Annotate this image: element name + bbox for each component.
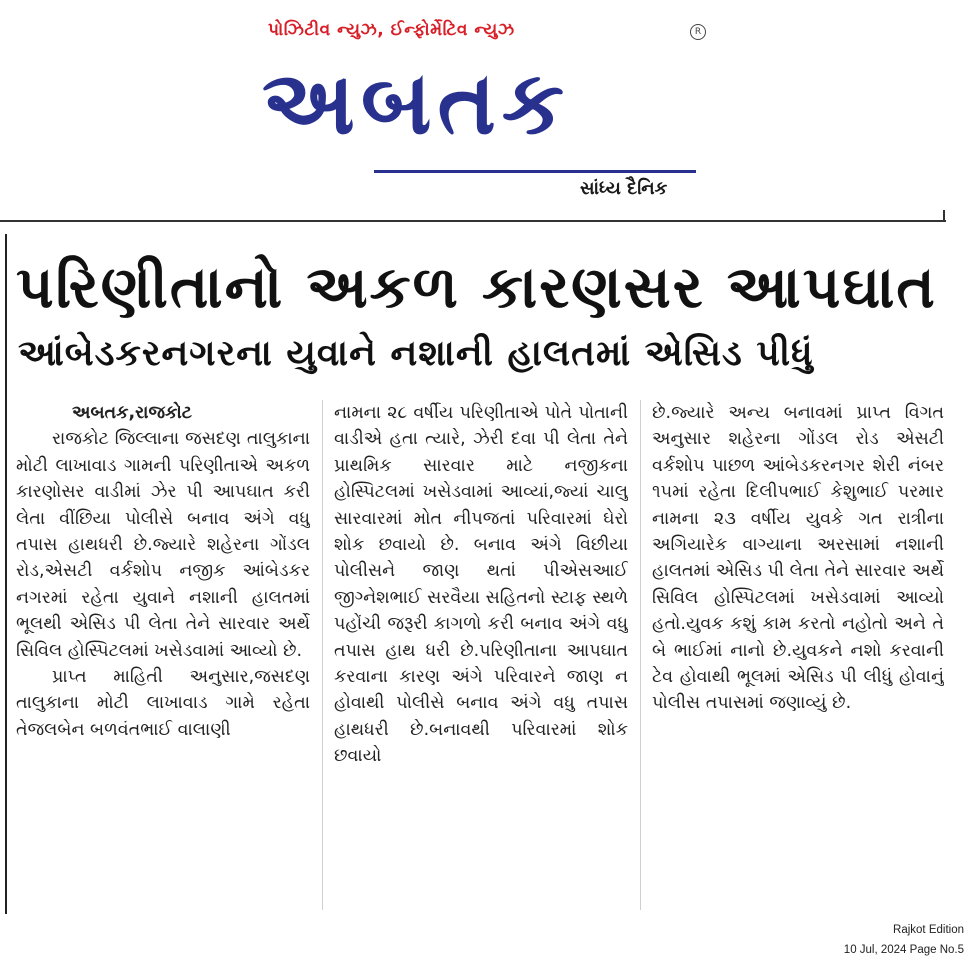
column-1-paragraph-1: રાજકોટ જિલ્લાના જસદણ તાલુકાના મોટી લાખાવાડ ગામની પરિણીતાએ અકળ કારણોસર વાડીમાં ઝેર પી આપઘાત કરી લેતા વીંછિયા પોલીસે બનાવ અંગે વધુ તપાસ હાથધરી છે.જ્યારે શહેરના ગોંડલ રોડ,એસટી વર્કશોપ નજીક આંબેડકર નગરમાં રહેતા યુવાને નશાની હાલતમાં ભૂલથી એસિડ પી લેતા તેને સારવાર અર્થે સિવિલ હોસ્પિટલમાં ખસેડવામાં આવ્યો છે. <box>16 429 310 661</box>
article-headline: પરિણીતાનો અકળ કારણસર આપઘાત <box>16 253 937 321</box>
masthead-divider-tick <box>943 210 945 222</box>
article <box>0 228 972 967</box>
column-1-paragraph-2: પ્રાપ્ત માહિતી અનુસાર,જસદણ તાલુકાના મોટી લાખાવાડ ગામે રહેતા તેજલબેન બળવંતભાઈ વાલાણી <box>16 667 310 740</box>
column-divider <box>640 400 641 910</box>
masthead-tagline: પોઝિટીવ ન્યુઝ, ઈન્ફોર્મેટિવ ન્યુઝ <box>268 20 515 40</box>
masthead-subtitle: સાંધ્ય દૈનિક <box>580 178 668 199</box>
column-2-paragraph-1: નામના ૨૮ વર્ષીય પરિણીતાએ પોતે પોતાની વાડીએ હતા ત્યારે, ઝેરી દવા પી લેતા તેને પ્રાથમિક સારવાર માટે નજીકના હોસ્પિટલમાં ખસેડવામાં આવ્યાં,જ્યાં ચાલુ સારવારમાં મોત નીપજતાં પરિવારમાં ઘેરો શોક છવાયો છે. બનાવ અંગે વિછીયા પોલીસને જાણ થતાં પીએસઆઈ જીગ્નેશભાઈ સરવૈયા સહિતનો સ્ટાફ સ્થળે પહોંચી જરૂરી કાગળો કરી બનાવ અંગે વધુ તપાસ હાથ ધરી છે.પરિણીતાના આપઘાત કરવાના કારણ અંગે પરિવારને જાણ ન હોવાથી પોલીસે બનાવ અંગે વધુ તપાસ હાથધરી છે.બનાવથી પરિવારમાં શોક છવાયો <box>334 403 628 767</box>
column-3-paragraph-1: છે.જ્યારે અન્ય બનાવમાં પ્રાપ્ત વિગત અનુસાર શહેરના ગોંડલ રોડ એસટી વર્કશોપ પાછળ આંબેડકરનગર શેરી નંબર ૧૫માં રહેતા દિલીપભાઈ કેશુભાઈ પરમાર નામના ૨૩ વર્ષીય યુવકે ગત રાત્રીના અગિયારેક વાગ્યાના અરસામાં નશાની હાલતમાં એસિડ પી લેતા તેને સારવાર અર્થે સિવિલ હોસ્પિટલમાં ખસેડવામાં આવ્યો હતો.યુવક કશું કામ કરતો નહોતો અને તે બે ભાઈમાં નાનો છે.યુવકને નશો કરવાની ટેવ હોવાથી ભૂલમાં એસિડ પી લીધું હોવાનું પોલીસ તપાસમાં જણાવ્યું છે. <box>652 403 944 714</box>
article-left-rule <box>5 234 7 914</box>
registered-mark-icon: R <box>690 24 706 40</box>
article-column-3 <box>652 400 944 910</box>
edition-label: Rajkot Edition <box>893 924 964 936</box>
article-column-1 <box>16 400 310 910</box>
column-divider <box>322 400 323 910</box>
brand-underline <box>374 170 696 173</box>
article-dateline: અબતક,રાજકોટ <box>72 403 192 423</box>
brand-logo: અબતક <box>262 51 570 154</box>
masthead <box>0 0 972 225</box>
article-column-2 <box>334 400 628 910</box>
article-subheadline: આંબેડકરનગરના યુવાને નશાની હાલતમાં એસિડ પીધું <box>18 333 814 374</box>
masthead-divider <box>0 220 946 222</box>
page-info: 10 Jul, 2024 Page No.5 <box>843 944 964 956</box>
